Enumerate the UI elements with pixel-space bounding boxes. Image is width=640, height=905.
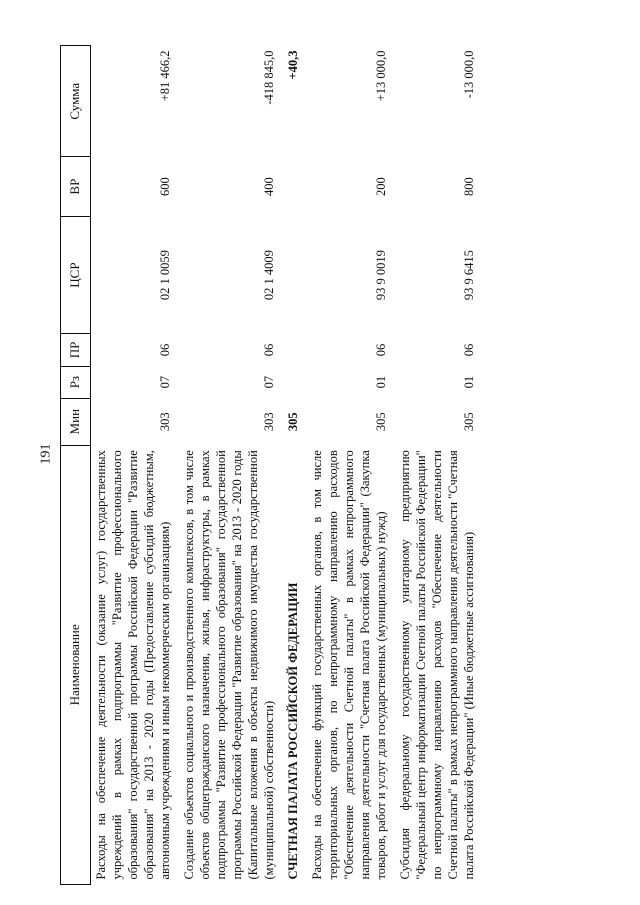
row-vr: 400 xyxy=(261,177,276,196)
row-min: 305 xyxy=(373,412,388,432)
table-row xyxy=(395,46,483,885)
row-min: 303 xyxy=(157,412,172,432)
row-sum: +40,3 xyxy=(285,50,300,80)
header-min: Мин xyxy=(61,398,91,445)
row-sum: -13 000,0 xyxy=(461,50,476,99)
rotated-sheet xyxy=(60,45,580,885)
row-csr: 02 1 0059 xyxy=(157,250,172,301)
row-min: 305 xyxy=(461,412,476,432)
row-vr: 800 xyxy=(461,177,476,196)
row-rz: 01 xyxy=(373,375,388,389)
table-row xyxy=(307,46,395,885)
row-pr: 06 xyxy=(157,343,172,357)
row-name: Расходы на обеспечение функций государственных органов, в том числе территориальных органов, по непрограммному направлению расходов "Обеспечение деятельности Счетной палаты" в рамках непрограммного направления деятельности "Счетная палата Российской Федерации" (Закупка товаров, работ и услуг для государственных (муниципальных) нужд) xyxy=(309,450,388,880)
row-rz: 07 xyxy=(261,375,276,389)
header-pr: ПР xyxy=(61,334,91,366)
table-row xyxy=(90,46,179,885)
header-rz: Рз xyxy=(61,366,91,398)
row-rz xyxy=(283,366,307,398)
row-csr: 93 9 6415 xyxy=(461,250,476,301)
row-sum: +13 000,0 xyxy=(373,50,388,102)
table-row xyxy=(179,46,283,885)
row-name: Субсидия федеральному государственному унитарному предприятию "Федеральный центр информатизации Счетной палаты Российской Федерации" по непрограммному направлению расходов "Обеспечение деятельности Счетной палаты" в рамках непрограммного направления деятельности "Счетная палата Российской Федерации" (Иные бюджетные ассигнования) xyxy=(397,450,476,880)
row-pr: 06 xyxy=(261,343,276,357)
row-pr xyxy=(283,334,307,366)
page-number: 191 xyxy=(38,443,54,465)
budget-table xyxy=(60,45,483,885)
section-row xyxy=(283,46,307,885)
row-name: Расходы на обеспечение деятельности (оказание услуг) государственных учреждений в рамках подпрограммы "Развитие профессионального образования" государственной программы Российской Федерации "Развитие образования" на 2013 - 2020 годы (Предоставление субсидий бюджетным, автономным учреждениям и иным некоммерческим организациям) xyxy=(93,450,172,880)
row-vr: 600 xyxy=(157,177,172,196)
row-rz: 01 xyxy=(461,375,476,389)
row-name: Создание объектов социального и производственного комплексов, в том числе объектов общегражданского назначения, жилья, инфраструктуры, в рамках подпрограммы "Развитие профессионального образования" государственной программы Российской Федерации "Развитие образования" на 2013 - 2020 годы (Капитальные вложения в объекты недвижимого имущества государственной (муниципальной) собственности) xyxy=(181,450,276,880)
header-name: Наименование xyxy=(61,445,91,884)
row-rz: 07 xyxy=(157,375,172,389)
table-header-row xyxy=(61,46,91,885)
header-sum: Сумма xyxy=(61,46,91,157)
row-pr: 06 xyxy=(461,343,476,357)
row-vr: 200 xyxy=(373,177,388,196)
row-csr: 93 9 0019 xyxy=(373,250,388,301)
header-csr: ЦСР xyxy=(61,216,91,334)
row-min: 303 xyxy=(261,412,276,432)
row-min: 305 xyxy=(285,412,300,432)
row-sum: +81 466,2 xyxy=(157,50,172,102)
row-csr: 02 1 4009 xyxy=(261,250,276,301)
row-pr: 06 xyxy=(373,343,388,357)
row-vr xyxy=(283,157,307,216)
section-title: СЧЕТНАЯ ПАЛАТА РОССИЙСКОЙ ФЕДЕРАЦИИ xyxy=(285,582,300,880)
row-sum: -418 845,0 xyxy=(261,50,276,105)
row-csr xyxy=(283,216,307,334)
header-vr: ВР xyxy=(61,157,91,216)
